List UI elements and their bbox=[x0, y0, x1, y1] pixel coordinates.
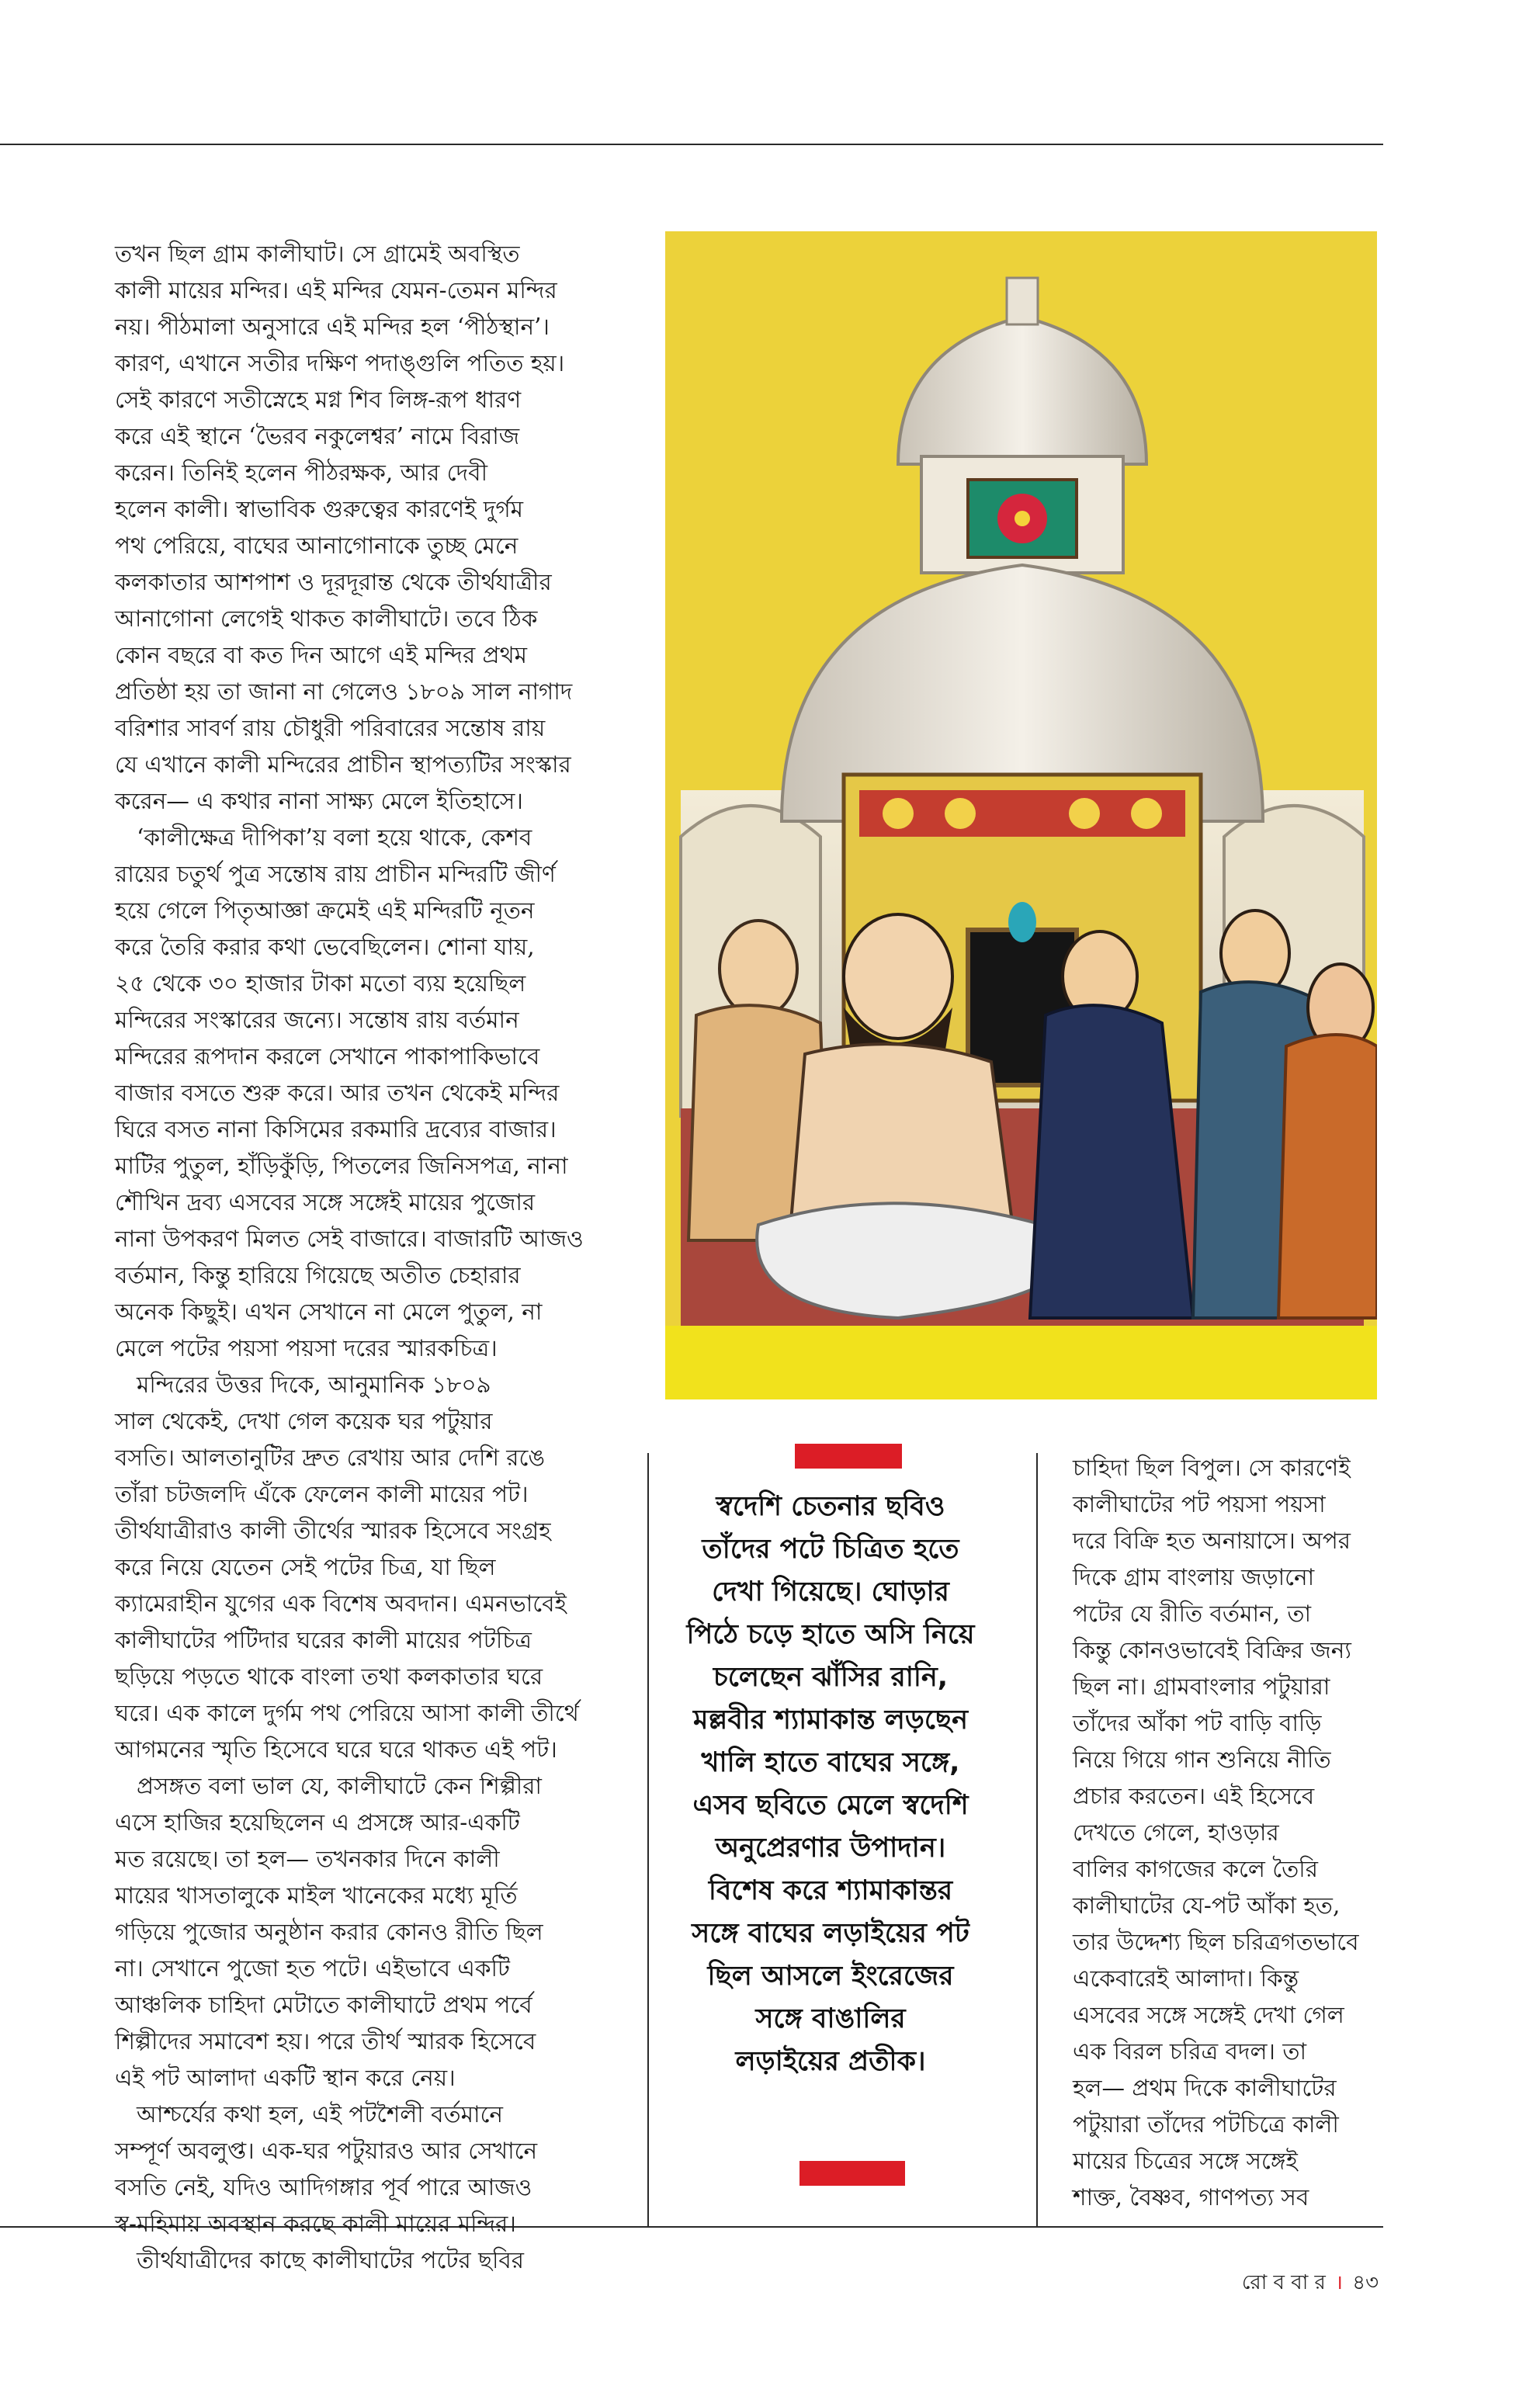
text-line: হলেন কালী। স্বাভাবিক গুরুত্বের কারণেই দুর্গম bbox=[115, 496, 524, 522]
sage-head bbox=[844, 914, 952, 1039]
quote-line: লড়াইয়ের প্রতীক। bbox=[735, 2046, 926, 2077]
text-line: নয়। পীঠমালা অনুসারে এই মন্দির হল ‘পীঠস্থান’। bbox=[115, 314, 550, 340]
quote-line: অনুপ্রেরণার উপাদান। bbox=[715, 1833, 946, 1864]
quote-accent-top bbox=[795, 1444, 902, 1469]
text-line: যে এখানে কালী মন্দিরের প্রাচীন স্থাপত্যটির সংস্কার bbox=[115, 751, 571, 778]
text-line: কালী মায়ের মন্দির। এই মন্দির যেমন-তেমন মন্দির bbox=[115, 277, 557, 303]
quote-line: পিঠে চড়ে হাতে অসি নিয়ে bbox=[686, 1619, 975, 1650]
pull-quote bbox=[668, 1486, 994, 2083]
text-line: কোন বছরে বা কত দিন আগে এই মন্দির প্রথম bbox=[115, 642, 528, 668]
text-line: নিয়ে গিয়ে গান শুনিয়ে নীতি bbox=[1073, 1746, 1331, 1773]
text-line: আনাগোনা লেগেই থাকত কালীঘাটে। তবে ঠিক bbox=[115, 605, 538, 632]
page-number: ৪৩ bbox=[1352, 2271, 1379, 2294]
quote-accent-bottom bbox=[799, 2161, 905, 2186]
painting-artwork bbox=[665, 231, 1377, 1399]
text-line: কারণ, এখানে সতীর দক্ষিণ পদাঙ্গুলি পতিত হয়। bbox=[115, 350, 565, 376]
facade-motif-3 bbox=[1069, 798, 1100, 829]
text-line: কলকাতার আশপাশ ও দূরদূরান্ত থেকে তীর্থযাত্রীর bbox=[115, 569, 552, 595]
text-line: তীর্থযাত্রীরাও কালী তীর্থের স্মারক হিসেবে সংগ্রহ bbox=[115, 1517, 551, 1544]
text-line: ‘কালীক্ষেত্র দীপিকা’য় বলা হয়ে থাকে, কেশব bbox=[137, 824, 532, 851]
text-line: বর্তমান, কিন্তু হারিয়ে গিয়েছে অতীত চেহারার bbox=[115, 1262, 521, 1288]
text-line: না। সেখানে পুজো হত পটে। এইভাবে একটি bbox=[115, 1955, 510, 1982]
text-line: বরিশার সাবর্ণ রায় চৌধুরী পরিবারের সন্তোষ রায় bbox=[115, 715, 546, 741]
text-line: কিন্তু কোনওভাবেই বিক্রির জন্য bbox=[1073, 1637, 1351, 1663]
text-line: আশ্চর্যের কথা হল, এই পটশৈলী বর্তমানে bbox=[137, 2101, 504, 2128]
text-line: তাঁরা চটজলদি এঁকে ফেলেন কালী মায়ের পট। bbox=[115, 1481, 529, 1507]
facade-motif-2 bbox=[945, 798, 976, 829]
text-line: করে তৈরি করার কথা ভেবেছিলেন। শোনা যায়, bbox=[115, 934, 535, 960]
text-line: মাটির পুতুল, হাঁড়িকুঁড়ি, পিতলের জিনিসপত্র, নানা bbox=[115, 1153, 568, 1179]
text-line: এই পট আলাদা একটি স্থান করে নেয়। bbox=[115, 2065, 456, 2091]
column-divider-right bbox=[1036, 1453, 1038, 2226]
text-line: করে এই স্থানে ‘ভৈরব নকুলেশ্বর’ নামে বিরাজ bbox=[115, 423, 520, 449]
text-line: শৌখিন দ্রব্য এসবের সঙ্গে সঙ্গেই মায়ের পুজোর bbox=[115, 1189, 536, 1216]
text-line: প্রচার করতেন। এই হিসেবে bbox=[1073, 1783, 1315, 1809]
text-line: দরে বিক্রি হত অনায়াসে। অপর bbox=[1073, 1528, 1351, 1554]
quote-line: খালি হাতে বাঘের সঙ্গে, bbox=[701, 1747, 960, 1778]
deity-emblem bbox=[1008, 902, 1036, 942]
text-line: ছিল না। গ্রামবাংলার পটুয়ারা bbox=[1073, 1673, 1330, 1700]
quote-line: ছিল আসলে ইংরেজের bbox=[707, 1961, 954, 1992]
text-line: দেখতে গেলে, হাওড়ার bbox=[1073, 1819, 1279, 1846]
header-rule bbox=[0, 144, 1383, 145]
text-line: তখন ছিল গ্রাম কালীঘাট। সে গ্রামেই অবস্থিত bbox=[115, 241, 520, 267]
article-paragraph bbox=[115, 1768, 643, 2096]
text-line: অনেক কিছুই। এখন সেখানে না মেলে পুতুল, না bbox=[115, 1299, 543, 1325]
text-line: ঘিরে বসত নানা কিসিমের রকমারি দ্রব্যের বাজার। bbox=[115, 1116, 557, 1143]
text-line: কালীঘাটের যে-পট আঁকা হত, bbox=[1073, 1892, 1341, 1919]
article-paragraph bbox=[115, 2242, 643, 2279]
quote-line: সঙ্গে বাঘের লড়াইয়ের পট bbox=[692, 1918, 969, 1949]
article-paragraph bbox=[115, 820, 643, 1367]
text-line: মেলে পটের পয়সা পয়সা দরের স্মারকচিত্র। bbox=[115, 1335, 498, 1361]
article-left-column bbox=[115, 236, 643, 2279]
text-line: মায়ের খাসতালুকে মাইল খানেকের মধ্যে মূর্তি bbox=[115, 1882, 518, 1909]
article-right-column bbox=[1073, 1450, 1383, 2216]
text-line: হল— প্রথম দিকে কালীঘাটের bbox=[1073, 2075, 1337, 2101]
text-line: বসতি। আলতানুটির দ্রুত রেখায় আর দেশি রঙে bbox=[115, 1444, 546, 1471]
article-paragraph bbox=[115, 2096, 643, 2242]
text-line: আগমনের স্মৃতি হিসেবে ঘরে ঘরে থাকত এই পট। bbox=[115, 1736, 557, 1763]
text-line: চাহিদা ছিল বিপুল। সে কারণেই bbox=[1073, 1455, 1351, 1481]
quote-line: এসব ছবিতে মেলে স্বদেশি bbox=[692, 1790, 969, 1821]
text-line: নানা উপকরণ মিলত সেই বাজারে। বাজারটি আজও bbox=[115, 1226, 584, 1252]
text-line: কালীঘাটের পটিদার ঘরের কালী মায়ের পটচিত্র bbox=[115, 1627, 532, 1653]
text-line: গড়িয়ে পুজোর অনুষ্ঠান করার কোনও রীতি ছিল bbox=[115, 1919, 543, 1945]
rosette-center bbox=[1015, 511, 1030, 526]
text-line: স্ব-মহিমায় অবস্থান করছে কালী মায়ের মন্দির। bbox=[115, 2211, 516, 2237]
text-line: মত রয়েছে। তা হল— তখনকার দিনে কালী bbox=[115, 1846, 500, 1872]
text-line: সেই কারণে সতীস্নেহে মগ্ন শিব লিঙ্গ-রূপ ধারণ bbox=[115, 387, 522, 413]
quote-line: সঙ্গে বাঙালির bbox=[755, 2003, 906, 2034]
text-line: এক বিরল চরিত্র বদল। তা bbox=[1073, 2038, 1307, 2065]
quote-line: চলেছেন ঝাঁসির রানি, bbox=[713, 1662, 949, 1693]
text-line: তীর্থযাত্রীদের কাছে কালীঘাটের পটের ছবির bbox=[137, 2247, 525, 2273]
text-line: ক্যামেরাহীন যুগের এক বিশেষ অবদান। এমনভাবেই bbox=[115, 1590, 567, 1617]
kalighat-painting-illustration bbox=[665, 231, 1377, 1399]
footer-separator: । bbox=[1335, 2271, 1343, 2294]
magazine-name: রো ব বা র bbox=[1241, 2271, 1326, 2294]
text-line: ২৫ থেকে ৩০ হাজার টাকা মতো ব্যয় হয়েছিল bbox=[115, 970, 526, 997]
text-line: শাক্ত, বৈষ্ণব, গাণপত্য সব bbox=[1073, 2184, 1309, 2211]
text-line: বাজার বসতে শুরু করে। আর তখন থেকেই মন্দির bbox=[115, 1080, 560, 1106]
quote-line: বিশেষ করে শ্যামাকান্তর bbox=[708, 1875, 953, 1906]
text-line: রায়ের চতুর্থ পুত্র সন্তোষ রায় প্রাচীন মন্দিরটি জীর্ণ bbox=[115, 861, 556, 887]
text-line: শিল্পীদের সমাবেশ হয়। পরে তীর্থ স্মারক হিসেবে bbox=[115, 2028, 536, 2055]
text-line: মায়ের চিত্রের সঙ্গে সঙ্গেই bbox=[1073, 2148, 1298, 2174]
quote-line: স্বদেশি চেতনার ছবিও bbox=[716, 1491, 945, 1522]
quote-line: দেখা গিয়েছে। ঘোড়ার bbox=[712, 1576, 949, 1607]
text-line: সম্পূর্ণ অবলুপ্ত। এক-ঘর পটুয়ারও আর সেখানে bbox=[115, 2138, 538, 2164]
text-line: তাঁদের আঁকা পট বাড়ি বাড়ি bbox=[1073, 1710, 1322, 1736]
column-divider-left bbox=[647, 1453, 649, 2226]
text-line: পটুয়ারা তাঁদের পটচিত্রে কালী bbox=[1073, 2111, 1339, 2138]
text-line: পটের যে রীতি বর্তমান, তা bbox=[1073, 1601, 1312, 1627]
quote-line: তাঁদের পটে চিত্রিত হতে bbox=[702, 1534, 959, 1565]
painting-bottom-band bbox=[665, 1326, 1377, 1399]
text-line: একেবারেই আলাদা। কিন্তু bbox=[1073, 1965, 1299, 1992]
text-line: মন্দিরের সংস্কারের জন্যে। সন্তোষ রায় বর্তমান bbox=[115, 1007, 519, 1033]
text-line: হয়ে গেলে পিতৃআজ্ঞা ক্রমেই এই মন্দিরটি নূতন bbox=[115, 897, 535, 924]
text-line: মন্দিরের রূপদান করলে সেখানে পাকাপাকিভাবে bbox=[115, 1043, 540, 1070]
text-line: কালীঘাটের পট পয়সা পয়সা bbox=[1073, 1491, 1326, 1517]
page-footer bbox=[1242, 2266, 1379, 2301]
facade-motif-4 bbox=[1131, 798, 1162, 829]
text-line: মন্দিরের উত্তর দিকে, আনুমানিক ১৮০৯ bbox=[137, 1372, 491, 1398]
text-line: আঞ্চলিক চাহিদা মেটাতে কালীঘাটে প্রথম পর্বে bbox=[115, 1992, 532, 2018]
woman-3-sari bbox=[1278, 1035, 1377, 1318]
attendant-head bbox=[720, 921, 797, 1017]
text-line: পথ পেরিয়ে, বাঘের আনাগোনাকে তুচ্ছ মেনে bbox=[115, 532, 519, 559]
text-line: দিকে গ্রাম বাংলায় জড়ানো bbox=[1073, 1564, 1315, 1590]
facade-motif-1 bbox=[883, 798, 914, 829]
text-line: তার উদ্দেশ্য ছিল চরিত্রগতভাবে bbox=[1073, 1929, 1359, 1955]
text-line: প্রসঙ্গত বলা ভাল যে, কালীঘাটে কেন শিল্পীরা bbox=[137, 1773, 542, 1799]
quote-line: মল্লবীর শ্যামাকান্ত লড়ছেন bbox=[692, 1705, 969, 1736]
text-line: করে নিয়ে যেতেন সেই পটের চিত্র, যা ছিল bbox=[115, 1554, 496, 1580]
text-line: বালির কাগজের কলে তৈরি bbox=[1073, 1856, 1318, 1882]
text-line: সাল থেকেই, দেখা গেল কয়েক ঘর পটুয়ার bbox=[115, 1408, 493, 1434]
text-line: করেন। তিনিই হলেন পীঠরক্ষক, আর দেবী bbox=[115, 460, 488, 486]
dome-finial bbox=[1007, 278, 1038, 324]
article-paragraph bbox=[115, 1367, 643, 1768]
text-line: প্রতিষ্ঠা হয় তা জানা না গেলেও ১৮০৯ সাল নাগাদ bbox=[115, 678, 573, 705]
text-line: বসতি নেই, যদিও আদিগঙ্গার পূর্ব পারে আজও bbox=[115, 2174, 532, 2201]
text-line: এসবের সঙ্গে সঙ্গেই দেখা গেল bbox=[1073, 2002, 1344, 2028]
text-line: ছড়িয়ে পড়তে থাকে বাংলা তথা কলকাতার ঘরে bbox=[115, 1663, 543, 1690]
text-line: করেন— এ কথার নানা সাক্ষ্য মেলে ইতিহাসে। bbox=[115, 788, 523, 814]
article-paragraph bbox=[115, 236, 643, 820]
text-line: ঘরে। এক কালে দুর্গম পথ পেরিয়ে আসা কালী তীর্থে bbox=[115, 1700, 579, 1726]
text-line: এসে হাজির হয়েছিলেন এ প্রসঙ্গে আর-একটি bbox=[115, 1809, 520, 1836]
